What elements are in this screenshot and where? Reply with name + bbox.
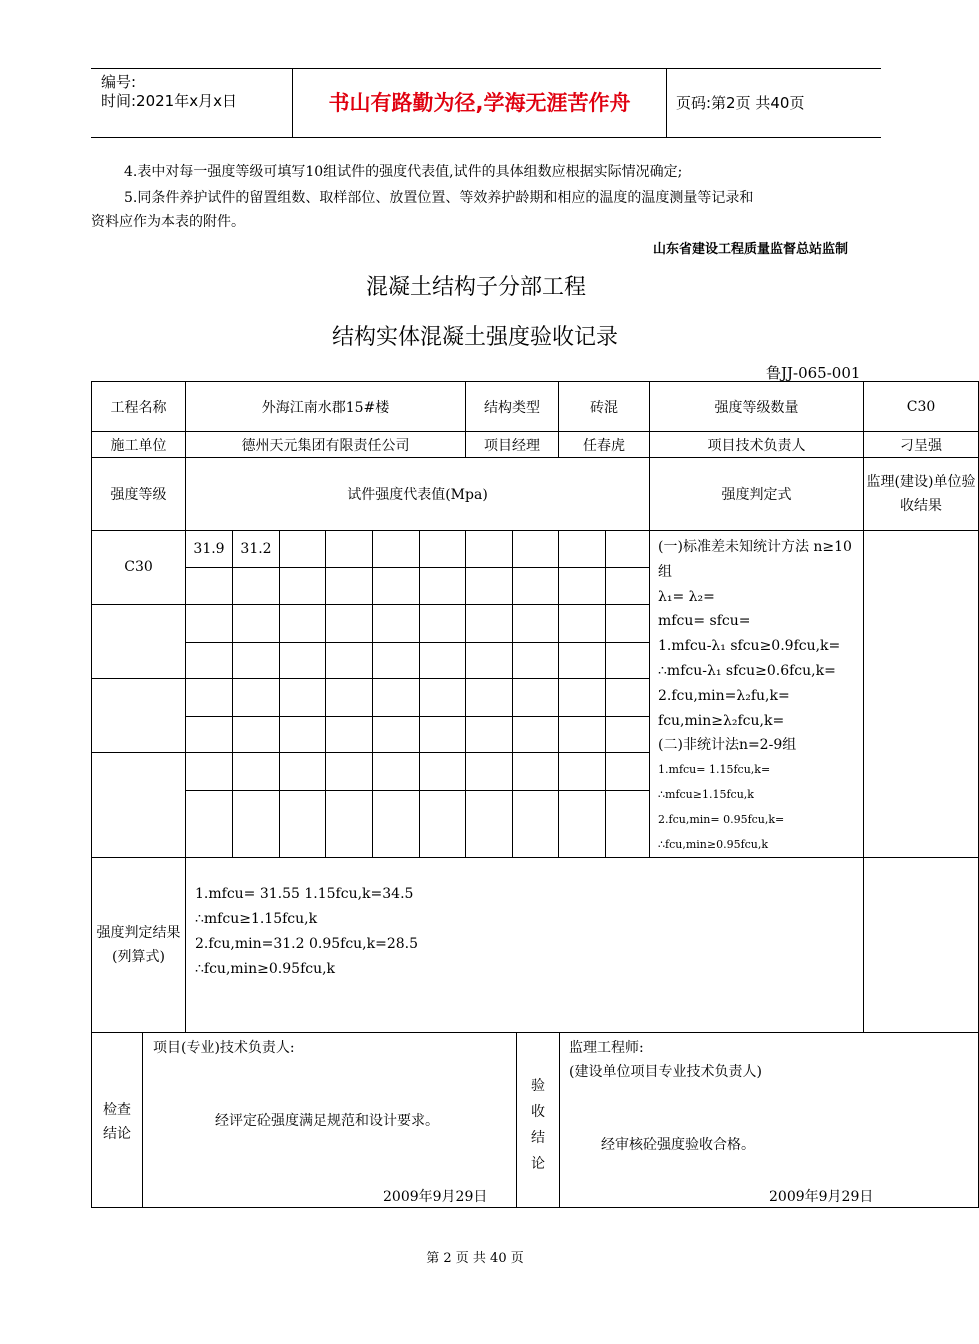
value-cell (606, 531, 650, 568)
accept-signer-2: (建设单位项目专业技术负责人) (569, 1064, 762, 1081)
page-footer: 第 2 页 共 40 页 (426, 1251, 524, 1266)
header-slogan-cell (292, 69, 667, 137)
result-line: 1.mfcu= 31.55 1.15fcu,k=34.5 (195, 886, 414, 903)
table-row (92, 531, 979, 568)
pm: 任春虎 (559, 432, 650, 458)
number-label: 编号: (101, 73, 137, 91)
check-text: 经评定砼强度满足规范和设计要求。 (215, 1113, 439, 1130)
formula-cell (650, 531, 864, 858)
value-cell (559, 531, 606, 568)
formula-line: 2.fcu,min= 0.95fcu,k= (658, 812, 785, 826)
note-5-line2: 资料应作为本表的附件。 (91, 214, 245, 230)
table-row (92, 382, 979, 432)
main-title: 混凝土结构子分部工程 (366, 275, 587, 300)
form-code: 鲁JJ-065-001 (766, 364, 861, 382)
result-line: 2.fcu,min=31.2 0.95fcu,k=28.5 (195, 936, 419, 953)
grade-1: C30 (92, 531, 186, 605)
sub-title: 结构实体混凝土强度验收记录 (332, 325, 619, 350)
accept-label-box (516, 1033, 560, 1208)
tech-lead: 刁呈强 (864, 432, 979, 458)
pm-label: 项目经理 (466, 432, 559, 458)
page-info: 页码:第2页 共40页 (676, 94, 805, 112)
formula-line: 组 (658, 563, 673, 580)
contractor: 德州天元集团有限责任公司 (186, 432, 466, 458)
value-cell (466, 531, 513, 568)
header-right-cell (666, 69, 881, 137)
check-date: 2009年9月29日 (383, 1189, 488, 1206)
formula-line: (二)非统计法n=2-9组 (658, 737, 797, 754)
col-values: 试件强度代表值(Mpa) (186, 458, 650, 531)
check-label: 检查结论 (103, 1102, 131, 1143)
value-cell (420, 531, 466, 568)
slogan: 书山有路勤为径,学海无涯苦作舟 (328, 91, 631, 115)
conclusion-row (92, 1033, 979, 1208)
formula-line: 1.mfcu-λ₁ sfcu≥0.9fcu,k= (658, 638, 841, 655)
col-supervision: 监理(建设)单位验收结果 (864, 458, 979, 531)
check-signer: 项目(专业)技术负责人: (153, 1040, 295, 1057)
col-formula: 强度判定式 (650, 458, 864, 531)
result-cell (186, 858, 864, 1033)
grade-count: C30 (864, 382, 979, 432)
check-label-box (92, 1033, 143, 1208)
formula-line: (一)标准差未知统计方法 n≥10 (658, 539, 852, 555)
table-row (92, 858, 979, 1033)
accept-text: 经审核砼强度验收合格。 (601, 1137, 755, 1154)
tech-lead-label: 项目技术负责人 (650, 432, 864, 458)
formula-line: 1.mfcu= 1.15fcu,k= (658, 763, 771, 777)
value-cell-2: 31.2 (233, 531, 280, 568)
supervision-org: 山东省建设工程质量监督总站监制 (653, 242, 849, 257)
result-label: 强度判定结果(列算式) (92, 858, 186, 1033)
table-row (92, 458, 979, 531)
value-cell (326, 531, 373, 568)
col-grade: 强度等级 (92, 458, 186, 531)
value-cell (280, 531, 326, 568)
grade-cell (92, 753, 186, 858)
note-5-line1: 5.同条件养护试件的留置组数、取样部位、放置位置、等效养护龄期和相应的温度的温度测量等记录和 (124, 190, 754, 206)
formula-line: ∴mfcu≥1.15fcu,k (658, 787, 754, 801)
accept-label: 验收结论 (531, 1078, 545, 1173)
header-left-cell (91, 69, 292, 137)
table-row (92, 1033, 979, 1208)
result-supervision-cell (864, 858, 979, 1033)
accept-date: 2009年9月29日 (769, 1189, 874, 1206)
formula-line: ∴mfcu-λ₁ sfcu≥0.6fcu,k= (658, 662, 836, 679)
acceptance-table (91, 381, 979, 1208)
formula-line: 2.fcu,min=λ₂fu,k= (658, 687, 790, 704)
result-line: ∴fcu,min≥0.95fcu,k (195, 961, 336, 978)
structure-type: 砖混 (559, 382, 650, 432)
note-4: 4.表中对每一强度等级可填写10组试件的强度代表值,试件的具体组数应根据实际情况确定; (124, 164, 683, 180)
formula-line: fcu,min≥λ₂fcu,k= (658, 712, 785, 729)
check-content (143, 1033, 516, 1208)
value-cell-1: 31.9 (186, 531, 233, 568)
grade-cell (92, 679, 186, 753)
structure-type-label: 结构类型 (466, 382, 559, 432)
table-row (92, 432, 979, 458)
project-name: 外海江南水郡15#楼 (186, 382, 466, 432)
value-cell (513, 531, 559, 568)
result-line: ∴mfcu≥1.15fcu,k (195, 911, 318, 928)
accept-signer-1: 监理工程师: (569, 1040, 644, 1057)
page-header (91, 68, 881, 138)
grade-cell (92, 605, 186, 679)
project-name-label: 工程名称 (92, 382, 186, 432)
time-label: 时间:2021年x月x日 (101, 92, 237, 110)
accept-content (559, 1033, 919, 1208)
formula-line: λ₁= λ₂= (658, 588, 715, 605)
contractor-label: 施工单位 (92, 432, 186, 458)
formula-line: mfcu= sfcu= (658, 613, 751, 630)
supervision-result-cell (864, 531, 979, 858)
grade-count-label: 强度等级数量 (650, 382, 864, 432)
formula-line: ∴fcu,min≥0.95fcu,k (658, 837, 769, 851)
value-cell (373, 531, 420, 568)
